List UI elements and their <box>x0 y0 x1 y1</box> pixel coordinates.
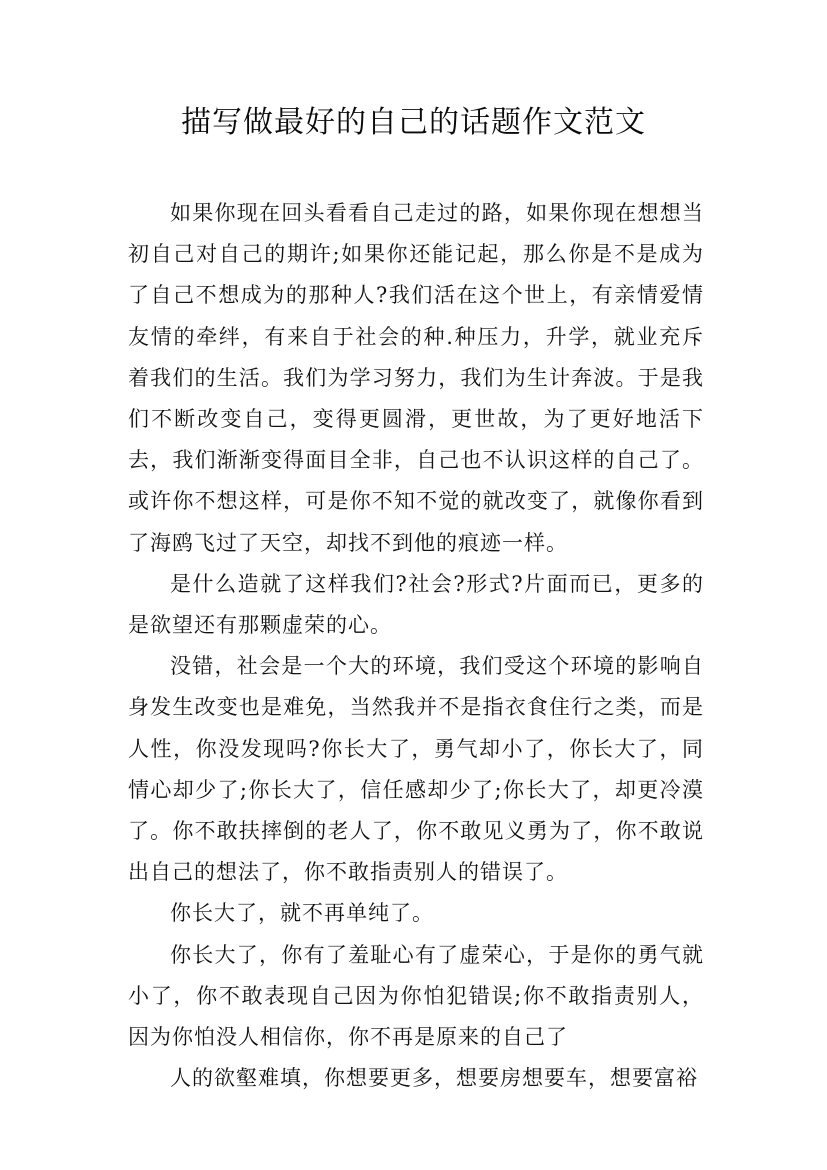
paragraph: 是什么造就了这样我们?社会?形式?片面而已，更多的是欲望还有那颗虚荣的心。 <box>128 571 704 638</box>
document-body <box>128 193 704 1099</box>
paragraph: 你长大了，你有了羞耻心有了虚荣心，于是你的勇气就小了，你不敢表现自己因为你怕犯错误;你不敢指责别人，因为你怕没人相信你，你不再是原来的自己了 <box>128 942 704 1050</box>
paragraph: 没错，社会是一个大的环境，我们受这个环境的影响自身发生改变也是难免，当然我并不是指衣食住行之类，而是人性，你没发现吗?你长大了，勇气却小了，你长大了，同情心却少了;你长大了，信任感却少了;你长大了，却更冷漠了。你不敢扶摔倒的老人了，你不敢见义勇为了，你不敢说出自己的想法了，你不敢指责别人的错误了。 <box>128 654 704 885</box>
paragraph: 人的欲壑难填，你想要更多，想要房想要车，想要富裕 <box>170 1066 698 1091</box>
paragraph: 如果你现在回头看看自己走过的路，如果你现在想想当初自己对自己的期许;如果你还能记起，那么你是不是成为了自己不想成为的那种人?我们活在这个世上，有亲情爱情友情的牵绊，有来自于社会的种.种压力，升学，就业充斥着我们的生活。我们为学习努力，我们为生计奔波。于是我们不断改变自己，变得更圆滑，更世故，为了更好地活下去，我们渐渐变得面目全非，自己也不认识这样的自己了。或许你不想这样，可是你不知不觉的就改变了，就像你看到了海鸥飞过了天空，却找不到他的痕迹一样。 <box>128 201 704 555</box>
paragraph: 你长大了，就不再单纯了。 <box>170 901 434 926</box>
document-title: 描写做最好的自己的话题作文范文 <box>181 105 646 140</box>
